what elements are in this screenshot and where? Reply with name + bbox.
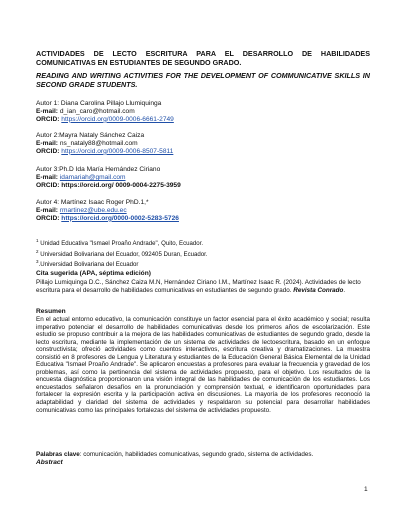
author-email[interactable]: rmartinez@ube.edu.ec — [59, 206, 127, 214]
affiliation-2: $^2$ Universidad Bolivariana del Ecuador, 092405 Duran, Ecuador. — [36, 248, 208, 258]
author-block-4 — [36, 199, 370, 223]
citation-heading: Cita sugerida (APA, séptima edición) — [36, 270, 151, 277]
resumen-heading: Resumen — [36, 308, 66, 315]
title-spanish: ACTIVIDADES DE LECTO ESCRITURA PARA EL DESARROLLO DE HABILIDADES COMUNICATIVAS EN ESTUDIANTES DE SEGUNDO GRADO. — [36, 49, 370, 67]
author-name: Autor 1: Diana Carolina Pillajo Llumiquinga — [36, 100, 162, 107]
author-email[interactable]: idamariah@gmail.com — [59, 173, 126, 181]
author-name: Autor 2:Mayra Nataly Sánchez Caiza — [36, 132, 145, 139]
keywords — [36, 451, 370, 459]
orcid-link[interactable]: https://orcid.org/0009-0006-8507-5811 — [61, 147, 174, 155]
author-block-1 — [36, 100, 370, 124]
citation-journal: Revista Conrado — [293, 286, 344, 294]
resumen-text: En el actual entorno educativo, la comunicación constituye un factor esencial para el éxito académico y social; resulta imperativo potenciar el desarrollo de habilidades comunicativas desde los primeros años de escolarización. Este estudio se propuso contribuir a la mejora de las habilidades comunicativas de estudiantes de segundo grado, desde la lecto escritura, mediante la implementación de un sistema de actividades de lectoescritura, basado en un enfoque constructivista; ofreció actividades como cuentos interactivos, escritura creativa y dramatizaciones. La muestra consistió en 8 profesores de Lengua y Literatura y estudiantes de la Educación General Básica Elemental de la Unidad Educativa "Ismael Proaño Andrade". Se aplicaron encuestas a profesores para evaluar la frecuencia y gravedad de los problemas, así como la pertinencia del sistema de actividades propuesto, para el objetivo. Los resultados de la encuesta diagnóstica proporcionaron una visión integral de las habilidades de comunicación de los estudiantes. Los encuestados señalaron desafíos en la pronunciación y comprensión textual, e identificaron oportunidades para fortalecer la expresión escrita y la participación activa en discusiones. La mayoría de los profesores reconoció la adaptabilidad y claridad del sistema de actividades y respaldaron su potencial para desarrollar habilidades comunicativas como las principales fortalezas del sistema de actividades propuesto. — [36, 316, 370, 414]
citation-text: Pillajo Lumiquinga D.C., Sánchez Caiza M.N, Hernández Ciriano I.M., Martínez Isaac R. (2024). Actividades de lecto escritura para el desarrollo de habilidades comunicativas en estudiantes de segundo grado. Revista Conrado. — [36, 279, 361, 294]
author-email[interactable]: d_ian_caro@hotmail.com — [59, 107, 135, 115]
author-email[interactable]: ns_nataly88@hotmail.com — [59, 139, 138, 147]
email-label: E-mail: — [36, 107, 58, 115]
keywords-label: Palabras clave — [36, 451, 80, 458]
affiliation-1: $^1$ Unidad Educativa "Ismael Proaño Andrade", Quito, Ecuador. — [36, 238, 204, 248]
keywords-text: : comunicación, habilidades comunicativas, segundo grado, sistema de actividades. — [79, 451, 314, 458]
affiliation-3: $^3$.Universidad Bolivariana del Ecuador — [36, 259, 139, 269]
email-label: E-mail: — [36, 206, 58, 214]
author-block-3 — [36, 166, 370, 190]
orcid-label: ORCID: — [36, 147, 60, 155]
orcid-line[interactable]: ORCID: https://orcid.org/ 0009-0004-2275-3959 — [36, 181, 181, 189]
author-block-2 — [36, 132, 370, 156]
orcid-link[interactable]: https://orcid.org/0000-0002-5283-5726 — [61, 214, 179, 222]
orcid-label: ORCID: — [36, 115, 60, 123]
email-label: E-mail: — [36, 139, 58, 147]
orcid-label: ORCID: — [36, 214, 60, 222]
affiliations — [36, 237, 370, 269]
author-name: Autor 3:Ph.D Ida María Hernández Ciriano — [36, 166, 161, 173]
page-number: 1 — [364, 486, 368, 493]
email-label: E-mail: — [36, 173, 58, 181]
title-english: READING AND WRITING ACTIVITIES FOR THE DEVELOPMENT OF COMMUNICATIVE SKILLS IN SECOND GRADE STUDENTS. — [36, 71, 370, 89]
orcid-link[interactable]: https://orcid.org/0009-0006-6661-2749 — [61, 115, 174, 123]
author-name: Autor 4: Martínez Isaac Roger PhD.1,* — [36, 199, 149, 206]
abstract-heading: Abstract — [36, 459, 63, 466]
